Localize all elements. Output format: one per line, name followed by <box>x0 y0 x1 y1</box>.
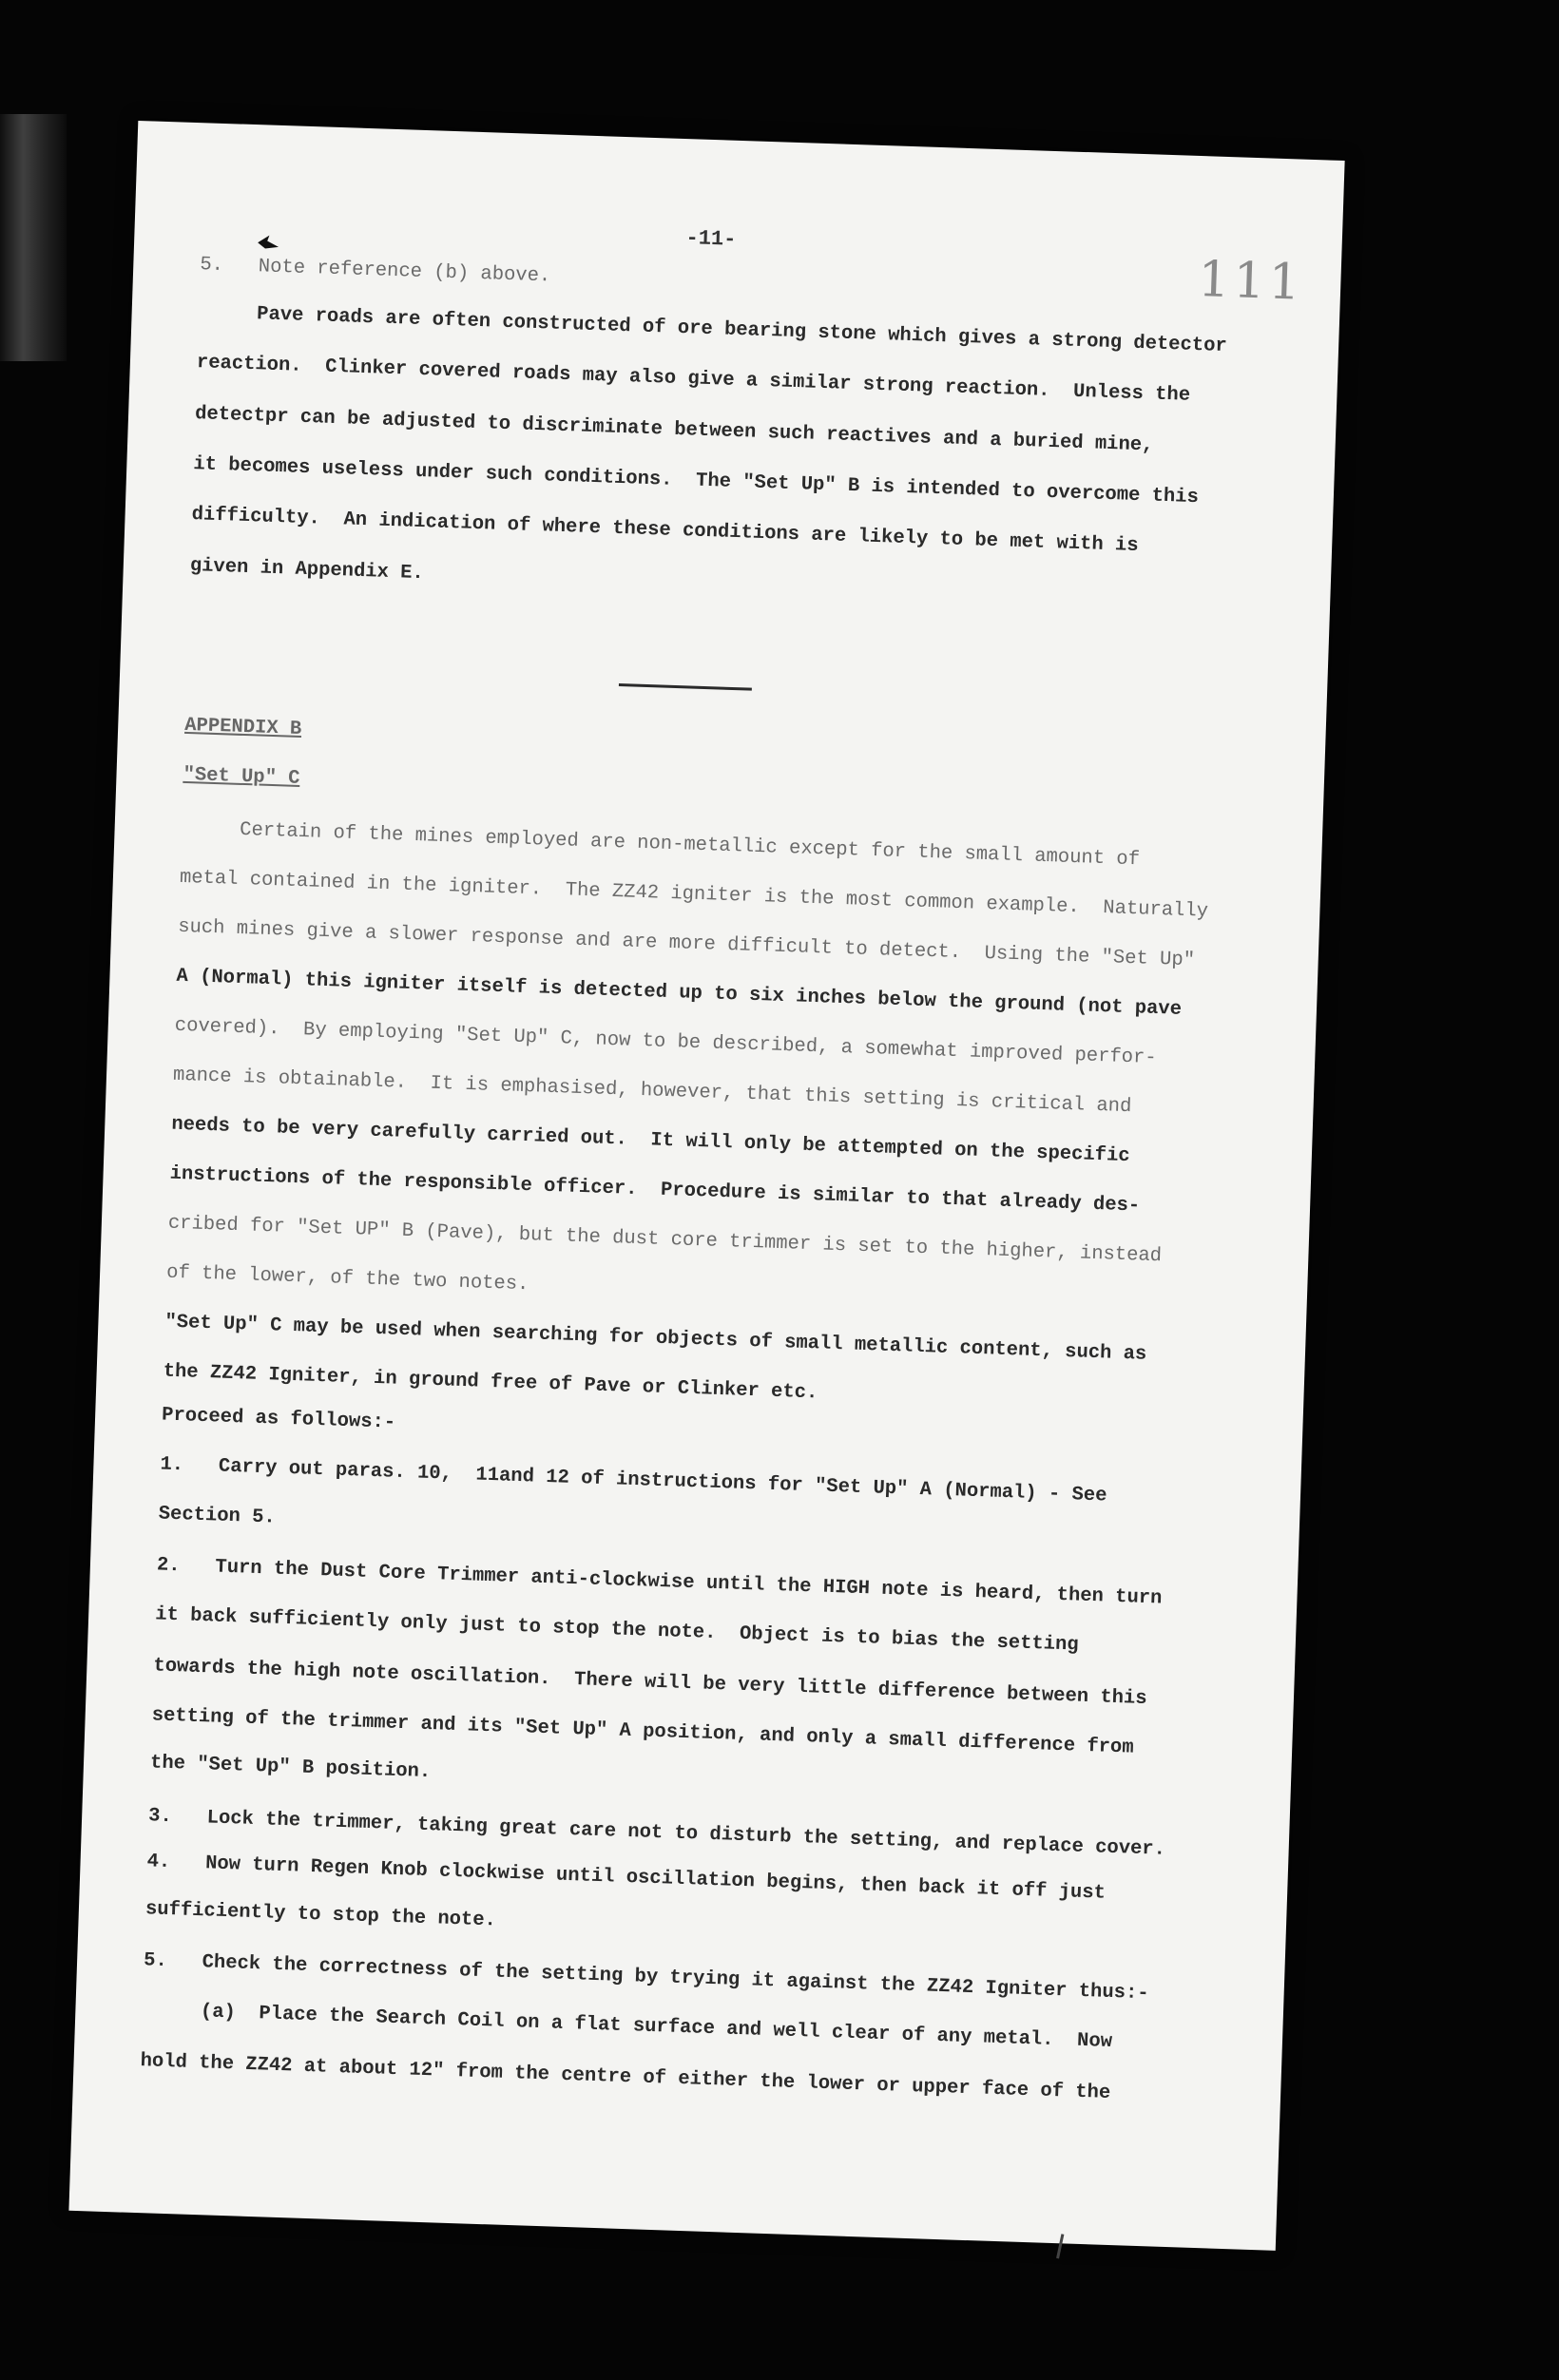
text-line: difficulty. An indication of where these conditions are likely to be met with is <box>191 504 1139 558</box>
text-line: sufficiently to stop the note. <box>144 1898 497 1932</box>
text-line: 5. Note reference (b) above. <box>199 254 551 288</box>
text-line: it back sufficiently only just to stop the note. Object is to bias the setting <box>154 1603 1079 1657</box>
handwritten-page-mark: 111 <box>1197 251 1305 312</box>
text-line: hold the ZZ42 at about 12" from the centre of either the lower or upper face of the <box>140 2050 1111 2104</box>
text-line: metal contained in the igniter. The ZZ42 igniter is the most common example. Naturally <box>179 866 1209 923</box>
section-divider <box>619 683 752 691</box>
setup-heading: "Set Up" C <box>183 763 300 790</box>
text-line: of the lower, of the two notes. <box>165 1261 529 1296</box>
text-line: it becomes useless under such conditions. The "Set Up" B is intended to overcome this <box>193 453 1200 509</box>
appendix-heading: APPENDIX B <box>183 714 302 740</box>
text-line: Pave roads are often constructed of ore bearing stone which gives a strong detector <box>198 301 1228 358</box>
text-line: 3. Lock the trimmer, taking great care not to disturb the setting, and replace cover. <box>147 1805 1166 1861</box>
text-line: cribed for "Set UP" B (Pave), but the dust core trimmer is set to the higher, instead <box>167 1212 1163 1268</box>
text-line: Certain of the mines employed are non-metallic except for the small amount of <box>181 816 1141 872</box>
text-line: Proceed as follows:- <box>161 1404 396 1434</box>
page-number: -11- <box>685 226 737 252</box>
text-line: mance is obtainable. It is emphasised, however, that this setting is critical and <box>172 1064 1132 1119</box>
text-line: covered). By employing "Set Up" C, now to be described, a somewhat improved perfor- <box>174 1014 1157 1070</box>
document-page <box>68 121 1344 2251</box>
text-line: 2. Turn the Dust Core Trimmer anti-clockwise until the HIGH note is heard, then turn <box>156 1554 1163 1610</box>
text-line: A (Normal) this igniter itself is detected up to six inches below the ground (not pave <box>176 965 1183 1021</box>
text-line: detectpr can be adjusted to discriminate between such reactives and a buried mine, <box>194 403 1154 457</box>
text-line: (a) Place the Search Coil on a flat surface and well clear of any metal. Now <box>142 1999 1113 2054</box>
text-line: such mines give a slower response and are more difficult to detect. Using the "Set Up" <box>177 915 1196 972</box>
text-line: "Set Up" C may be used when searching for objects of small metallic content, such as <box>164 1311 1147 1366</box>
text-line: the ZZ42 Igniter, in ground free of Pave or Clinker etc. <box>163 1360 818 1405</box>
text-line: given in Appendix E. <box>189 555 425 585</box>
text-line: 4. Now turn Regen Knob clockwise until oscillation begins, then back it off just <box>146 1851 1107 1905</box>
text-line: instructions of the responsible officer. Procedure is similar to that already des- <box>169 1162 1141 1218</box>
text-line: 1. Carry out paras. 10, 11and 12 of instructions for "Set Up" A (Normal) - See <box>160 1453 1107 1507</box>
ink-mark-icon <box>256 229 281 255</box>
film-edge <box>0 114 67 361</box>
text-line: setting of the trimmer and its "Set Up" A position, and only a small difference from <box>151 1704 1134 1759</box>
text-line: reaction. Clinker covered roads may also give a similar strong reaction. Unless the <box>196 352 1191 407</box>
text-line: 5. Check the correctness of the setting by trying it against the ZZ42 Igniter thus:- <box>143 1949 1149 2006</box>
text-line: Section 5. <box>158 1503 277 1529</box>
text-line: towards the high note oscillation. There will be very little difference between this <box>153 1655 1147 1711</box>
text-line: the "Set Up" B position. <box>149 1752 432 1784</box>
text-line: needs to be very carefully carried out. It will only be attempted on the specific <box>170 1113 1130 1168</box>
film-scratch <box>1056 2234 1064 2258</box>
